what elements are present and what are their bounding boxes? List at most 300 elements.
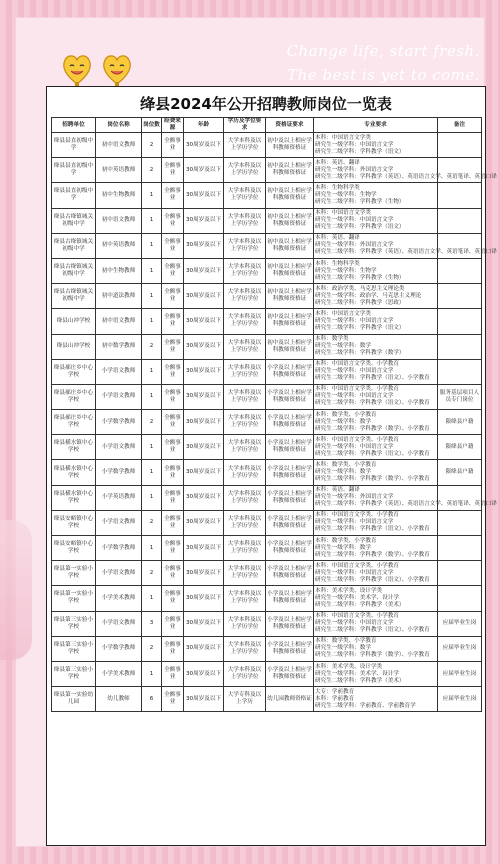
cell-edu: 大学本科及以上学历学位 <box>224 258 266 283</box>
table-row <box>52 510 482 535</box>
cell-fund: 全额事业 <box>162 661 184 686</box>
cell-age: 30周岁及以下 <box>184 258 224 283</box>
cell-cert: 小学及以上相应学科教师资格证 <box>266 611 314 636</box>
major-line: 研究生二级学科：学科教学（英语）、英语语言文学、英语笔译、英语口译 <box>315 173 497 180</box>
cell-unit: 绛县第三实验小学校 <box>52 636 96 661</box>
table-row <box>52 661 482 686</box>
cell-edu: 大学本科及以上学历学位 <box>224 510 266 535</box>
cell-post: 初中英语教师 <box>96 158 142 183</box>
table-row <box>52 460 482 485</box>
major-line: 研究生一级学科：中国语言文学 <box>315 620 394 627</box>
cell-age: 30周岁及以下 <box>184 510 224 535</box>
major-line: 本科：英语、翻译 <box>315 235 360 242</box>
major-line: 本科：中国语言文学类、小学教育 <box>315 386 399 393</box>
cell-cert: 小学及以上相应学科教师资格证 <box>266 485 314 510</box>
cell-major <box>314 687 438 712</box>
cell-cert: 初中及以上相应学科教师资格证 <box>266 233 314 258</box>
cell-note: 应届毕业生岗 <box>438 636 482 661</box>
cell-count: 2 <box>142 334 162 359</box>
cell-fund: 全额事业 <box>162 208 184 233</box>
cell-post: 小学数学教师 <box>96 410 142 435</box>
document-sheet <box>46 86 497 846</box>
cell-edu: 大学本科及以上学历学位 <box>224 309 266 334</box>
cell-unit: 绛县横水镇中心学校 <box>52 460 96 485</box>
cell-major <box>314 636 438 661</box>
table-body <box>52 133 497 712</box>
table-row <box>52 158 482 183</box>
cell-edu: 大学本科及以上学历学位 <box>224 460 266 485</box>
cell-major <box>314 611 438 636</box>
cell-post: 小学语文教师 <box>96 384 142 409</box>
cell-edu: 大学本科及以上学历学位 <box>224 284 266 309</box>
cell-cert: 小学及以上相应学科教师资格证 <box>266 636 314 661</box>
major-line: 研究生二级学科：学科教学（英语）、英语语言文学、英语笔译、英语口译 <box>315 249 497 256</box>
major-line: 研究生二级学科：学科教学（英语）、英语语言文学、英语笔译、英语口译 <box>315 501 497 508</box>
cell-major <box>314 158 497 183</box>
column-header: 学历及学位要求 <box>224 118 266 133</box>
cell-cert: 初中及以上相应学科教师资格证 <box>266 183 314 208</box>
cell-cert: 初中及以上相应学科教师资格证 <box>266 334 314 359</box>
cell-edu: 大学本科及以上学历学位 <box>224 561 266 586</box>
cell-age: 30周岁及以下 <box>184 309 224 334</box>
cell-age: 30周岁及以下 <box>184 133 224 158</box>
column-header: 岗位名称 <box>96 118 142 133</box>
cell-cert: 小学及以上相应学科教师资格证 <box>266 586 314 611</box>
cell-cert: 初中及以上相应学科教师资格证 <box>266 284 314 309</box>
page-title: 绛县2024年公开招聘教师岗位一览表 <box>140 95 392 113</box>
major-line: 研究生二级学科：学科教学（语文）、小学教育 <box>315 400 430 407</box>
major-line: 研究生一级学科：中国语言文学 <box>315 443 394 450</box>
slogan-line-1: Change life, start fresh. <box>286 42 480 60</box>
cell-major <box>314 384 438 409</box>
cell-note <box>438 258 482 283</box>
major-line: 本科：中国语言文学类、小学教育 <box>315 361 399 368</box>
cell-unit: 绛县横水镇中心学校 <box>52 485 96 510</box>
cell-edu: 大学本科及以上学历学位 <box>224 435 266 460</box>
major-line: 研究生二级学科：学科教学（数学）、小学教育 <box>315 652 430 659</box>
major-line: 研究生一级学科：中国语言文学 <box>315 217 394 224</box>
major-line: 研究生一级学科：中国语言文学 <box>315 368 394 375</box>
cell-note: 限绛县户籍 <box>438 460 482 485</box>
major-line: 研究生二级学科：学科教学（语文）、小学教育 <box>315 375 430 382</box>
cell-edu: 大学专科及以上学历 <box>224 687 266 712</box>
table-row <box>52 536 482 561</box>
cell-cert: 小学及以上相应学科教师资格证 <box>266 410 314 435</box>
cell-edu: 大学本科及以上学历学位 <box>224 158 266 183</box>
major-line: 本科：中国语言文学类、小学教育 <box>315 436 399 443</box>
cell-age: 30周岁及以下 <box>184 611 224 636</box>
cell-major <box>314 334 438 359</box>
major-line: 研究生二级学科：学科教学（美术） <box>315 601 405 608</box>
job-table <box>51 117 497 712</box>
cell-note: 应届毕业生岗 <box>438 661 482 686</box>
cell-age: 30周岁及以下 <box>184 460 224 485</box>
cell-cert: 初中及以上相应学科教师资格证 <box>266 258 314 283</box>
cell-post: 幼儿教师 <box>96 687 142 712</box>
table-row <box>52 183 482 208</box>
cell-unit: 绛县古绛镇城关初级中学 <box>52 258 96 283</box>
cell-count: 2 <box>142 133 162 158</box>
major-line: 研究生二级学科：学科教学（数学） <box>315 350 405 357</box>
cell-cert: 初中及以上相应学科教师资格证 <box>266 208 314 233</box>
major-line: 本科：中国语言文学类 <box>315 210 371 217</box>
cell-unit: 绛县县直初级中学 <box>52 158 96 183</box>
cell-fund: 全额事业 <box>162 384 184 409</box>
table-row <box>52 258 482 283</box>
cell-major <box>314 183 438 208</box>
cell-fund: 全额事业 <box>162 510 184 535</box>
cell-major <box>314 284 438 309</box>
cell-edu: 大学本科及以上学历学位 <box>224 661 266 686</box>
table-row <box>52 133 482 158</box>
cell-unit: 绛县山冲学校 <box>52 309 96 334</box>
cell-age: 30周岁及以下 <box>184 208 224 233</box>
cell-count: 2 <box>142 510 162 535</box>
cell-unit: 绛县安峪镇中心学校 <box>52 536 96 561</box>
cell-note: 应届毕业生岗 <box>438 687 482 712</box>
cell-major <box>314 485 497 510</box>
major-line: 研究生一级学科：外国语言文学 <box>315 494 394 501</box>
major-line: 研究生二级学科：学科教学（美术） <box>315 677 405 684</box>
cell-major <box>314 536 438 561</box>
cell-unit: 绛县古绛镇城关初级中学 <box>52 233 96 258</box>
cell-fund: 全额事业 <box>162 359 184 384</box>
cell-age: 30周岁及以下 <box>184 183 224 208</box>
cell-edu: 大学本科及以上学历学位 <box>224 208 266 233</box>
major-line: 本科：数学类、小学教育 <box>315 411 377 418</box>
major-line: 研究生一级学科：数学 <box>315 418 371 425</box>
major-line: 本科：美术学类、设计学类 <box>315 663 383 670</box>
cell-post: 小学数学教师 <box>96 536 142 561</box>
table-row <box>52 359 482 384</box>
cell-fund: 全额事业 <box>162 687 184 712</box>
cell-age: 30周岁及以下 <box>184 561 224 586</box>
major-line: 研究生二级学科：学科教学（语文） <box>315 224 405 231</box>
table-row <box>52 485 482 510</box>
cell-note: 应届毕业生岗 <box>438 611 482 636</box>
cell-age: 30周岁及以下 <box>184 334 224 359</box>
major-line: 本科：数学类、小学教育 <box>315 537 377 544</box>
cell-fund: 全额事业 <box>162 536 184 561</box>
major-line: 研究生一级学科：美术学、设计学 <box>315 670 399 677</box>
table-row <box>52 284 482 309</box>
major-line: 研究生二级学科：学科教学（语文）、小学教育 <box>315 450 430 457</box>
cell-unit: 绛县横水镇中心学校 <box>52 435 96 460</box>
cell-count: 6 <box>142 687 162 712</box>
cell-count: 2 <box>142 636 162 661</box>
cell-fund: 全额事业 <box>162 233 184 258</box>
cell-edu: 大学本科及以上学历学位 <box>224 536 266 561</box>
major-line: 研究生二级学科：学科教学（语文） <box>315 148 405 155</box>
table-row <box>52 208 482 233</box>
cell-count: 1 <box>142 284 162 309</box>
table-header-row <box>52 118 482 133</box>
cell-edu: 大学本科及以上学历学位 <box>224 384 266 409</box>
major-line: 研究生一级学科：外国语言文学 <box>315 166 394 173</box>
major-line: 研究生二级学科：学科教学（数学）、小学教育 <box>315 551 430 558</box>
cell-cert: 小学及以上相应学科教师资格证 <box>266 435 314 460</box>
cell-count: 1 <box>142 536 162 561</box>
cell-age: 30周岁及以下 <box>184 586 224 611</box>
major-line: 研究生一级学科：中国语言文学 <box>315 393 394 400</box>
cell-unit: 绛县郝庄乡中心学校 <box>52 410 96 435</box>
cell-unit: 绛县山冲学校 <box>52 334 96 359</box>
cell-count: 2 <box>142 561 162 586</box>
cell-cert: 小学及以上相应学科教师资格证 <box>266 661 314 686</box>
cell-unit: 绛县第一实验小学校 <box>52 586 96 611</box>
major-line: 研究生一级学科：中国语言文学 <box>315 317 394 324</box>
cell-fund: 全额事业 <box>162 611 184 636</box>
cell-major <box>314 233 497 258</box>
table-row <box>52 636 482 661</box>
cell-count: 1 <box>142 208 162 233</box>
cell-count: 1 <box>142 460 162 485</box>
major-line: 本科：英语、翻译 <box>315 159 360 166</box>
major-line: 研究生一级学科：数学 <box>315 343 371 350</box>
cell-edu: 大学本科及以上学历学位 <box>224 636 266 661</box>
cell-fund: 全额事业 <box>162 183 184 208</box>
cell-age: 30周岁及以下 <box>184 661 224 686</box>
major-line: 研究生二级学科：学前教育、学前教育学 <box>315 702 416 709</box>
cell-cert: 初中及以上相应学科教师资格证 <box>266 133 314 158</box>
cell-note: 服务基层项目人员专门岗位 <box>438 384 482 409</box>
cell-count: 2 <box>142 410 162 435</box>
major-line: 本科：中国语言文学类 <box>315 310 371 317</box>
cell-note <box>438 334 482 359</box>
cell-unit: 绛县古绛镇城关初级中学 <box>52 208 96 233</box>
cell-age: 30周岁及以下 <box>184 284 224 309</box>
cell-post: 初中语文教师 <box>96 133 142 158</box>
major-line: 研究生二级学科：学科教学（语文）、小学教育 <box>315 627 430 634</box>
cell-major <box>314 359 438 384</box>
table-row <box>52 233 482 258</box>
cell-count: 1 <box>142 586 162 611</box>
major-line: 大专：学前教育 <box>315 688 355 695</box>
cell-major <box>314 460 438 485</box>
cell-age: 30周岁及以下 <box>184 536 224 561</box>
cell-post: 初中数学教师 <box>96 334 142 359</box>
cell-note <box>438 309 482 334</box>
cell-post: 小学美术教师 <box>96 586 142 611</box>
table-row <box>52 334 482 359</box>
slogan-line-2: The best is yet to come. <box>287 66 480 84</box>
cell-fund: 全额事业 <box>162 460 184 485</box>
major-line: 研究生一级学科：中国语言文学 <box>315 569 394 576</box>
major-line: 本科：生物科学类 <box>315 260 360 267</box>
cell-fund: 全额事业 <box>162 410 184 435</box>
cell-fund: 全额事业 <box>162 258 184 283</box>
cell-age: 30周岁及以下 <box>184 384 224 409</box>
cell-unit: 绛县古绛镇城关初级中学 <box>52 284 96 309</box>
decor-ribbon <box>0 520 32 660</box>
cell-post: 小学语文教师 <box>96 435 142 460</box>
cell-post: 初中生物教师 <box>96 258 142 283</box>
cell-note <box>438 586 482 611</box>
cell-cert: 幼儿园教师资格证 <box>266 687 314 712</box>
cell-major <box>314 309 438 334</box>
cell-post: 小学数学教师 <box>96 460 142 485</box>
major-line: 研究生一级学科：美术学、设计学 <box>315 594 399 601</box>
major-line: 研究生二级学科：学科教学（语文）、小学教育 <box>315 576 430 583</box>
cell-count: 1 <box>142 183 162 208</box>
table-row <box>52 586 482 611</box>
cell-post: 小学英语教师 <box>96 485 142 510</box>
cell-post: 小学美术教师 <box>96 661 142 686</box>
major-line: 研究生二级学科：学科教学（生物） <box>315 274 405 281</box>
cell-count: 1 <box>142 485 162 510</box>
cell-post: 小学语文教师 <box>96 359 142 384</box>
major-line: 本科：中国语言文学类、小学教育 <box>315 512 399 519</box>
major-line: 研究生二级学科：学科教学（数学）、小学教育 <box>315 476 430 483</box>
cell-cert: 小学及以上相应学科教师资格证 <box>266 359 314 384</box>
column-header: 招聘单位 <box>52 118 96 133</box>
cell-unit: 绛县县直初级中学 <box>52 183 96 208</box>
column-header: 经费来源 <box>162 118 184 133</box>
heart-smiley-icon <box>60 50 94 90</box>
major-line: 研究生一级学科：数学 <box>315 544 371 551</box>
cell-cert: 小学及以上相应学科教师资格证 <box>266 561 314 586</box>
cell-unit: 绛县郝庄乡中心学校 <box>52 384 96 409</box>
column-header: 资格证要求 <box>266 118 314 133</box>
cell-fund: 全额事业 <box>162 309 184 334</box>
cell-edu: 大学本科及以上学历学位 <box>224 183 266 208</box>
cell-count: 3 <box>142 611 162 636</box>
cell-count: 1 <box>142 359 162 384</box>
table-row <box>52 561 482 586</box>
cell-edu: 大学本科及以上学历学位 <box>224 359 266 384</box>
major-line: 研究生一级学科：数学 <box>315 645 371 652</box>
cell-count: 1 <box>142 435 162 460</box>
cell-note <box>438 510 482 535</box>
cell-unit: 绛县第一实验小学校 <box>52 561 96 586</box>
cell-age: 30周岁及以下 <box>184 485 224 510</box>
column-header: 年龄 <box>184 118 224 133</box>
major-line: 研究生一级学科：数学 <box>315 469 371 476</box>
table-row <box>52 611 482 636</box>
cell-edu: 大学本科及以上学历学位 <box>224 334 266 359</box>
major-line: 本科：英语、翻译 <box>315 487 360 494</box>
cell-major <box>314 661 438 686</box>
cell-note <box>438 208 482 233</box>
major-line: 本科：学前教育 <box>315 695 355 702</box>
cell-cert: 小学及以上相应学科教师资格证 <box>266 536 314 561</box>
cell-note: 限绛县户籍 <box>438 410 482 435</box>
cell-age: 30周岁及以下 <box>184 158 224 183</box>
cell-post: 初中英语教师 <box>96 233 142 258</box>
cell-note <box>438 536 482 561</box>
major-line: 研究生一级学科：生物学 <box>315 267 377 274</box>
cell-major <box>314 258 438 283</box>
cell-fund: 全额事业 <box>162 334 184 359</box>
cell-note <box>438 561 482 586</box>
cell-major <box>314 410 438 435</box>
table-row <box>52 687 482 712</box>
cell-post: 小学语文教师 <box>96 510 142 535</box>
cell-fund: 全额事业 <box>162 561 184 586</box>
cell-cert: 小学及以上相应学科教师资格证 <box>266 384 314 409</box>
table-row <box>52 435 482 460</box>
major-line: 本科：中国语言文学类 <box>315 134 371 141</box>
cell-note: 限绛县户籍 <box>438 435 482 460</box>
cell-note <box>438 183 482 208</box>
cell-post: 初中道法教师 <box>96 284 142 309</box>
major-line: 研究生二级学科：学科教学（语文）、小学教育 <box>315 526 430 533</box>
major-line: 本科：中国语言文学类、小学教育 <box>315 613 399 620</box>
cell-edu: 大学本科及以上学历学位 <box>224 233 266 258</box>
major-line: 本科：数学类 <box>315 336 349 343</box>
cell-age: 30周岁及以下 <box>184 687 224 712</box>
cell-major <box>314 510 438 535</box>
column-header: 岗位数 <box>142 118 162 133</box>
major-line: 研究生二级学科：学科教学（思政） <box>315 299 405 306</box>
cell-cert: 初中及以上相应学科教师资格证 <box>266 158 314 183</box>
cell-fund: 全额事业 <box>162 435 184 460</box>
cell-count: 1 <box>142 309 162 334</box>
cell-count: 1 <box>142 661 162 686</box>
major-line: 本科：数学类、小学教育 <box>315 638 377 645</box>
major-line: 本科：美术学类、设计学类 <box>315 587 383 594</box>
cell-edu: 大学本科及以上学历学位 <box>224 133 266 158</box>
cell-age: 30周岁及以下 <box>184 410 224 435</box>
major-line: 研究生二级学科：学科教学（语文） <box>315 324 405 331</box>
heart-smiley-icon <box>100 50 134 90</box>
cell-post: 初中语文教师 <box>96 208 142 233</box>
table-row <box>52 384 482 409</box>
cell-note <box>438 133 482 158</box>
major-line: 本科：生物科学类 <box>315 184 360 191</box>
cell-major <box>314 435 438 460</box>
major-line: 研究生二级学科：学科教学（生物） <box>315 198 405 205</box>
cell-age: 30周岁及以下 <box>184 233 224 258</box>
cell-count: 1 <box>142 233 162 258</box>
cell-cert: 小学及以上相应学科教师资格证 <box>266 460 314 485</box>
cell-cert: 初中及以上相应学科教师资格证 <box>266 309 314 334</box>
cell-age: 30周岁及以下 <box>184 636 224 661</box>
major-line: 本科：政治学类、马克思主义理论类 <box>315 285 405 292</box>
major-line: 研究生一级学科：政治学、马克思主义理论 <box>315 292 422 299</box>
cell-edu: 大学本科及以上学历学位 <box>224 485 266 510</box>
cell-edu: 大学本科及以上学历学位 <box>224 611 266 636</box>
cell-edu: 大学本科及以上学历学位 <box>224 586 266 611</box>
cell-count: 1 <box>142 384 162 409</box>
major-line: 本科：中国语言文学类、小学教育 <box>315 562 399 569</box>
major-line: 研究生二级学科：学科教学（数学）、小学教育 <box>315 425 430 432</box>
column-header: 备注 <box>438 118 482 133</box>
cell-fund: 全额事业 <box>162 586 184 611</box>
cell-count: 2 <box>142 158 162 183</box>
cell-age: 30周岁及以下 <box>184 435 224 460</box>
cell-count: 1 <box>142 258 162 283</box>
cell-note <box>438 284 482 309</box>
cell-fund: 全额事业 <box>162 636 184 661</box>
cell-edu: 大学本科及以上学历学位 <box>224 410 266 435</box>
cell-fund: 全额事业 <box>162 133 184 158</box>
cell-unit: 绛县郝庄乡中心学校 <box>52 359 96 384</box>
cell-note <box>438 359 482 384</box>
cell-post: 小学语文教师 <box>96 611 142 636</box>
cell-post: 初中生物教师 <box>96 183 142 208</box>
cell-unit: 绛县县直初级中学 <box>52 133 96 158</box>
major-line: 研究生一级学科：中国语言文学 <box>315 519 394 526</box>
major-line: 研究生一级学科：中国语言文学 <box>315 141 394 148</box>
cell-unit: 绛县第三实验小学校 <box>52 611 96 636</box>
column-header: 专业要求 <box>314 118 438 133</box>
cell-unit: 绛县第一实验幼儿园 <box>52 687 96 712</box>
cell-fund: 全额事业 <box>162 284 184 309</box>
cell-unit: 绛县第三实验小学校 <box>52 661 96 686</box>
cell-age: 30周岁及以下 <box>184 359 224 384</box>
major-line: 研究生一级学科：外国语言文学 <box>315 242 394 249</box>
